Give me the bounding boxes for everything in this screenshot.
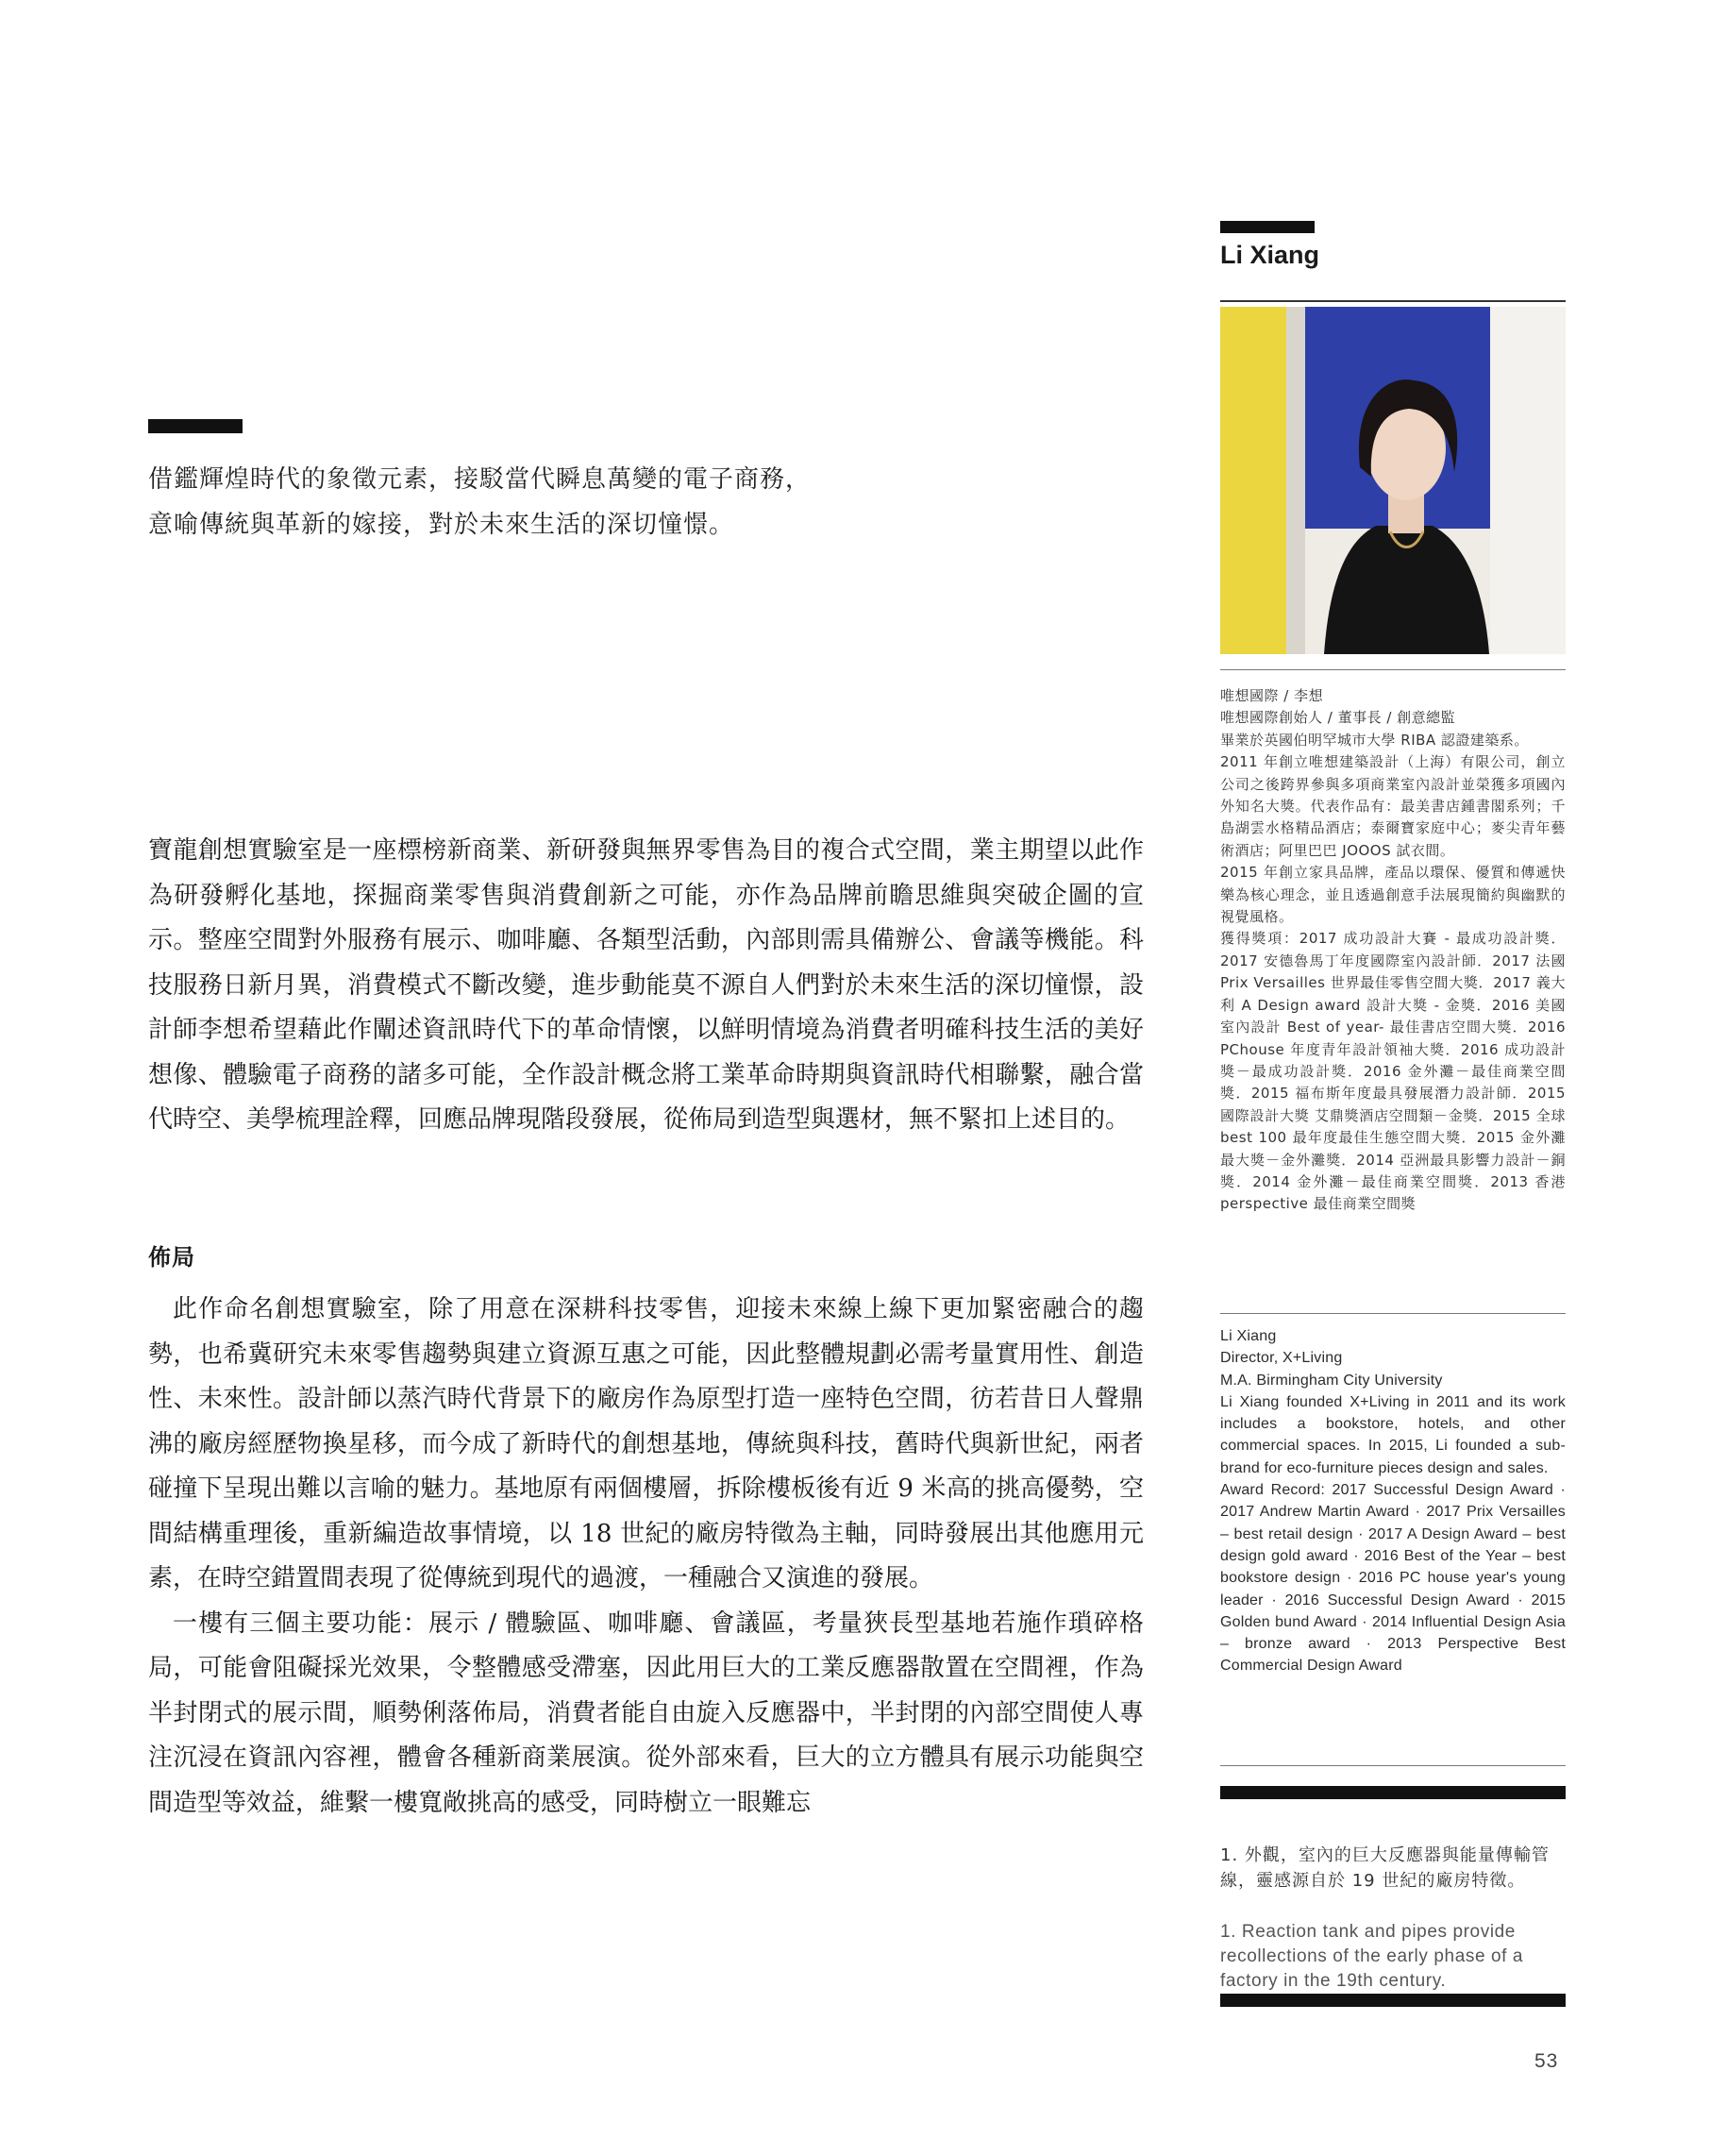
bio-text: 唯想國際 / 李想 唯想國際創始人 / 董事長 / 創意總監 畢業於英國伯明罕城市大學 RIBA 認證建築系。 2011 年創立唯想建築設計（上海）有限公司，創立公司之後跨界參與多項商業室內設計並榮獲多項國內外知名大獎。代表作品有：最美書店鍾書閣系列；千島湖雲水格精品酒店；泰爾寶家庭中心；麥尖青年藝術酒店；阿里巴巴 JOOOS 試衣間。 2015 年創立家具品牌，產品以環保、優質和傳遞快樂為核心理念，並且透過創意手法展現簡約與幽默的視覺風格。 獲得獎項：2017 成功設計大賽 - 最成功設計獎．2017 安德魯馬丁年度國際室內設計師．2017 法國 Prix Versailles 世界最佳零售空間大獎．2017 義大利 A Design award 設計大獎 - 金獎．2016 美國室內設計 Best of year- 最佳書店空間大獎．2016 PChouse 年度青年設計領袖大獎．2016 成功設計獎－最成功設計獎．2016 金外灘－最佳商業空間獎．2015 福布斯年度最具發展潛力設計師．2015 國際設計大獎 艾鼎獎酒店空間類－金獎．2015 全球 best 100 最年度最佳生態空間大獎．2015 金外灘最大獎－金外灘獎．2014 亞洲最具影響力設計－銅獎．2014 金外灘－最佳商業空間獎．2013 香港 perspective 最佳商業空間獎 <box>1220 687 1566 1213</box>
page-number: 53 <box>1534 2050 1559 2072</box>
designer-bio-english <box>1220 1325 1566 1677</box>
section-heading: 佈局 <box>148 1244 195 1271</box>
photo-caption-english: 1. Reaction tank and pipes provide recollections of the early phase of a factory in the 19th century. <box>1220 1922 1524 1991</box>
divider <box>1220 1313 1566 1314</box>
intro-line: 借鑑輝煌時代的象徵元素，接駁當代瞬息萬變的電子商務， <box>148 465 812 494</box>
body-paragraph: 一樓有三個主要功能：展示 / 體驗區、咖啡廳、會議區，考量狹長型基地若施作瑣碎格局，可能會阻礙採光效果，令整體感受滯塞，因此用巨大的工業反應器散置在空間裡，作為半封閉式的展示間，順勢俐落佈局，消費者能自由旋入反應器中，半封閉的內部空間使人專注沉浸在資訊內容裡，體會各種新商業展演。從外部來看，巨大的立方體具有展示功能與空間造型等效益，維繫一樓寬敞挑高的感受，同時樹立一眼難忘 <box>148 1609 1144 1817</box>
body-paragraph: 寶龍創想實驗室是一座標榜新商業、新研發與無界零售為目的複合式空間，業主期望以此作為研發孵化基地，探掘商業零售與消費創新之可能，亦作為品牌前瞻思維與突破企圖的宣示。整座空間對外服務有展示、咖啡廳、各類型活動，內部則需具備辦公、會議等機能。科技服務日新月異，消費模式不斷改變，進步動能莫不源自人們對於未來生活的深切憧憬，設計師李想希望藉此作闡述資訊時代下的革命情懷，以鮮明情境為消費者明確科技生活的美好想像、體驗電子商務的諸多可能，全作設計概念將工業革命時期與資訊時代相聯繫，融合當代時空、美學梳理詮釋，回應品牌現階段發展，從佈局到造型與選材，無不緊扣上述目的。 <box>148 836 1144 1134</box>
divider <box>1220 1765 1566 1766</box>
caption-accent-bar <box>1220 1786 1566 1799</box>
body-paragraph: 此作命名創想實驗室，除了用意在深耕科技零售，迎接未來線上線下更加緊密融合的趨勢，也希冀研究未來零售趨勢與建立資源互惠之可能，因此整體規劃必需考量實用性、創造性、未來性。設計師以蒸汽時代背景下的廠房作為原型打造一座特色空間，彷若昔日人聲鼎沸的廠房經歷物換星移，而今成了新時代的創想基地，傳統與科技，舊時代與新世紀，兩者碰撞下呈現出難以言喻的魅力。基地原有兩個樓層，拆除樓板後有近 9 米高的挑高優勢，空間結構重理後，重新編造故事情境，以 18 世紀的廠房特徵為主軸，同時發展出其他應用元素，在時空錯置間表現了從傳統到現代的過渡，一種融合又演進的發展。 <box>148 1295 1144 1592</box>
photo-caption-chinese: 1. 外觀，室內的巨大反應器與能量傳輸管線，靈感源自於 19 世紀的廠房特徵。 <box>1220 1845 1550 1891</box>
divider <box>1220 300 1566 302</box>
designer-portrait <box>1220 307 1566 654</box>
designer-name: Li Xiang <box>1220 241 1320 269</box>
intro-quote <box>148 457 865 547</box>
designer-bio-chinese <box>1220 685 1566 1216</box>
intro-line: 意喻傳統與革新的嫁接，對於未來生活的深切憧憬。 <box>148 511 735 539</box>
intro-accent-bar <box>148 419 243 433</box>
body-section-layout <box>148 1288 1144 1826</box>
bio-text: Li Xiang Director, X+Living M.A. Birmingham City University Li Xiang founded X+Living in 2011 and its work includes a bookstore, hotels, and other commercial spaces. In 2015, Li founded a sub-brand for eco-furniture pieces design and sales. Award Record: 2017 Successful Design Award · 2017 Andrew Martin Award · 2017 Prix Versailles – best retail design · 2017 A Design Award – best design gold award · 2016 Best of the Year – best bookstore design · 2016 PC house year's young leader · 2016 Successful Design Award · 2015 Golden bund Award · 2014 Influential Design Asia – bronze award · 2013 Perspective Best Commercial Design Award <box>1220 1328 1566 1675</box>
name-accent-bar <box>1220 221 1315 233</box>
divider <box>1220 669 1566 670</box>
caption-accent-bar <box>1220 1994 1566 2007</box>
